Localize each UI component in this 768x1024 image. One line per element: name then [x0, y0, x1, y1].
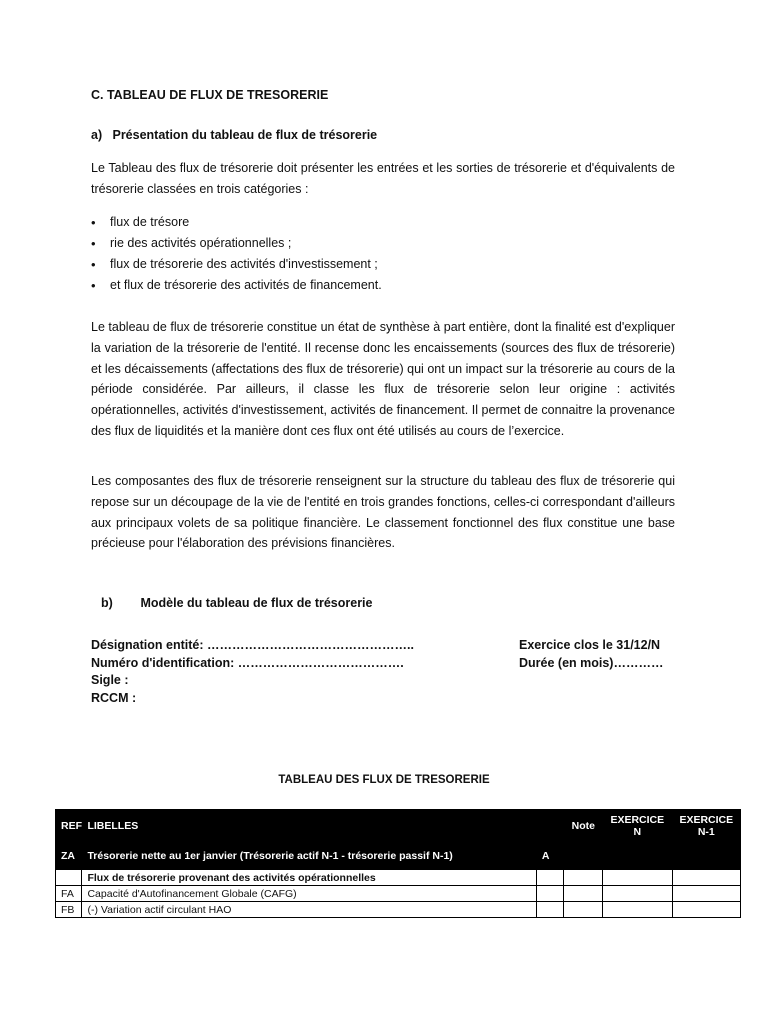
table-row	[56, 870, 741, 886]
entity-info-right	[519, 637, 663, 672]
cell-exercice-n1	[672, 843, 740, 870]
header-blank	[536, 810, 564, 843]
cell-libelle: (-) Variation actif circulant HAO	[82, 902, 536, 918]
entity-info-left	[91, 637, 414, 707]
table-title: TABLEAU DES FLUX DE TRESORERIE	[278, 774, 490, 786]
section-b-heading	[101, 596, 373, 610]
section-a-title: Présentation du tableau de flux de trésorerie	[112, 128, 378, 142]
header-note: Note	[564, 810, 603, 843]
section-b-title: Modèle du tableau de flux de trésorerie	[140, 596, 373, 610]
cell-exercice-n	[603, 843, 672, 870]
cell-note	[564, 886, 603, 902]
exercise-duration: Durée (en mois)…………	[519, 655, 664, 670]
cell-exercice-n1	[672, 886, 740, 902]
intro-paragraph: Le Tableau des flux de trésorerie doit présenter les entrées et les sorties de trésorerie et d'équivalents de trésorerie classées en trois catégories :	[91, 161, 675, 196]
section-b-label: b)	[101, 596, 113, 610]
cell-exercice-n	[603, 870, 672, 886]
category-list	[91, 212, 675, 296]
list-item: • flux de trésorerie des activités d'investissement ;	[91, 254, 675, 275]
section-c-title: C. TABLEAU DE FLUX DE TRESORERIE	[91, 88, 329, 102]
cell-exercice-n	[603, 886, 672, 902]
list-item: • et flux de trésorerie des activités de financement.	[91, 275, 675, 296]
cash-flow-table	[55, 809, 741, 918]
header-exercice-n: EXERCICE N	[603, 810, 672, 843]
table-header-row	[56, 810, 741, 843]
cell-libelle: Trésorerie nette au 1er janvier (Trésorerie actif N-1 - trésorerie passif N-1)	[82, 843, 536, 870]
definition-paragraph: Le tableau de flux de trésorerie constitue un état de synthèse à part entière, dont la finalité est d'expliquer la variation de la trésorerie de l'entité. Il recense donc les encaissements (sources des flux de trésorerie) et les décaissements (affectations des flux de trésorerie) qui ont un impact sur la trésorerie au cours de la période considérée. Par ailleurs, il classe les flux de trésorerie selon leur origine : activités opérationnelles, activités d'investissement, activités de financement. Il permet de connaitre la provenance des flux de liquidités et la manière dont ces flux ont été utilisés au cours de l’exercice.	[91, 320, 675, 438]
table-row	[56, 902, 741, 918]
header-libelles: LIBELLES	[82, 810, 536, 843]
cell-ref: ZA	[56, 843, 82, 870]
cell-mark	[536, 902, 564, 918]
cell-exercice-n1	[672, 870, 740, 886]
entity-designation: Désignation entité: …………………………………………..	[91, 638, 414, 652]
entity-identification: Numéro d'identification: ………………………………….	[91, 655, 404, 670]
cell-mark	[536, 870, 564, 886]
section-a-heading	[91, 128, 377, 142]
list-item: • flux de trésore	[91, 212, 675, 233]
cell-exercice-n1	[672, 902, 740, 918]
cell-mark: A	[536, 843, 564, 870]
cell-note	[564, 843, 603, 870]
components-paragraph: Les composantes des flux de trésorerie renseignent sur la structure du tableau des flux de trésorerie qui repose sur un découpage de la vie de l'entité en trois grandes fonctions, celles-ci correspondant d'ailleurs aux principaux volets de sa politique financière. Le classement fonctionnel des flux constitue une base précieuse pour l'élaboration des prévisions financières.	[91, 474, 675, 551]
list-item: • rie des activités opérationnelles ;	[91, 233, 675, 254]
table-row-za	[56, 843, 741, 870]
table-row	[56, 886, 741, 902]
cell-ref: FB	[56, 902, 82, 918]
cell-mark	[536, 886, 564, 902]
section-a-label: a)	[91, 128, 103, 142]
header-ref: REF	[56, 810, 82, 843]
cell-note	[564, 870, 603, 886]
cell-ref	[56, 870, 82, 886]
cell-libelle: Capacité d'Autofinancement Globale (CAFG)	[82, 886, 536, 902]
header-exercice-n1: EXERCICE N-1	[672, 810, 740, 843]
entity-sigle: Sigle :	[91, 673, 129, 687]
cell-ref: FA	[56, 886, 82, 902]
exercise-closing: Exercice clos le 31/12/N	[519, 638, 661, 652]
entity-rccm: RCCM :	[91, 690, 137, 705]
cell-note	[564, 902, 603, 918]
cell-exercice-n	[603, 902, 672, 918]
cell-libelle: Flux de trésorerie provenant des activités opérationnelles	[82, 870, 536, 886]
